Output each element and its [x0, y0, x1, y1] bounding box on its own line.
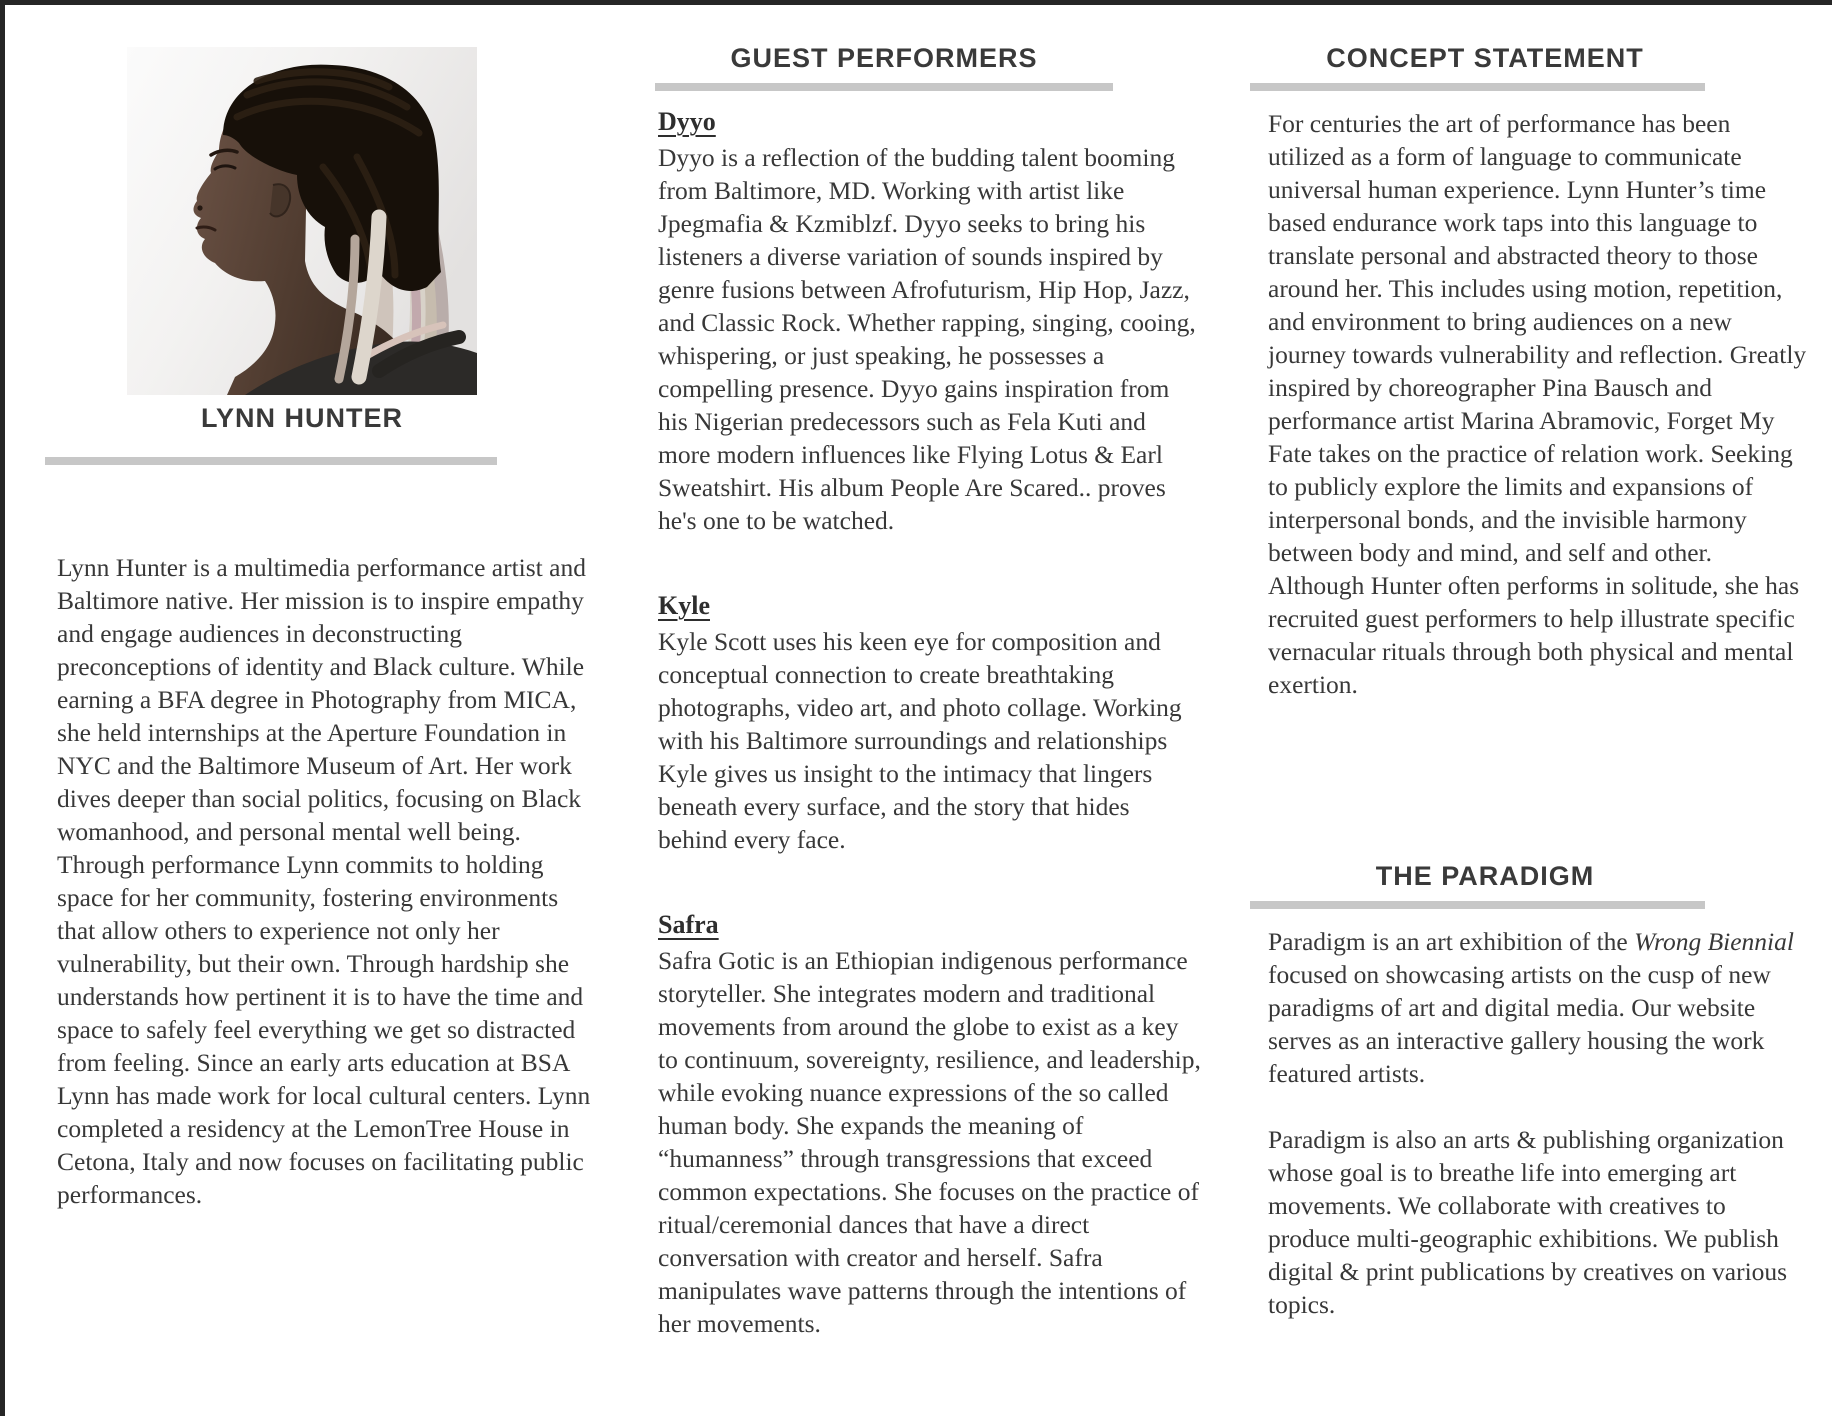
- concept-statement-divider: [1250, 83, 1705, 91]
- guest-performers-divider: [655, 83, 1113, 91]
- paradigm-paragraph-2: Paradigm is also an arts & publishing organization whose goal is to breathe life into emerging art movements. We collaborate with creatives to produce multi-geographic exhibitions. We publish digital & print publications by creatives on various topics.: [1268, 1125, 1788, 1319]
- paradigm-p1-italic: Wrong Biennial: [1634, 927, 1794, 956]
- paradigm-p1-text: Paradigm is an art exhibition of the: [1268, 927, 1635, 956]
- artist-photo: [127, 47, 477, 395]
- performer-bio: Dyyo is a reflection of the budding talent booming from Baltimore, MD. Working with artist like Jpegmafia & Kzmiblzf. Dyyo seeks to bring his listeners a diverse variation of sounds inspired by genre fusions between Afrofuturism, Hip Hop, Jazz, and Classic Rock. Whether rapping, singing, cooing, whispering, or just speaking, he possesses a compelling presence. Dyyo gains inspiration from his Nigerian predecessors such as Fela Kuti and more modern influences like Flying Lotus & Earl Sweatshirt. His album People Are Scared.. proves he's one to be watched.: [658, 143, 1196, 535]
- performer-section-dyyo: [658, 105, 1203, 537]
- artist-divider: [45, 457, 497, 465]
- performer-name: Safra: [658, 910, 719, 939]
- performer-bio: Kyle Scott uses his keen eye for composition and conceptual connection to create breathtaking photographs, video art, and photo collage. Working with his Baltimore surroundings and relationships Kyle gives us insight to the intimacy that lingers beneath every surface, and the story that hides behind every face.: [658, 627, 1182, 854]
- artist-photo-illustration: [127, 47, 477, 395]
- paradigm-divider: [1250, 901, 1705, 909]
- paradigm-heading: THE PARADIGM: [1375, 861, 1595, 891]
- concept-statement-heading: CONCEPT STATEMENT: [1326, 43, 1644, 73]
- performer-bio: Safra Gotic is an Ethiopian indigenous performance storyteller. She integrates modern and traditional movements from around the globe to exist as a key to continuum, sovereignty, resilience, and leadership, while evoking nuance expressions of the so called human body. She expands the meaning of “humanness” through transgressions that exceed common expectations. She focuses on the practice of ritual/ceremonial dances that have a direct conversation with creator and herself. Safra manipulates wave patterns through the intentions of her movements.: [658, 946, 1201, 1338]
- performer-name: Dyyo: [658, 107, 716, 136]
- paradigm-p1-text-after: focused on showcasing artists on the cusp of new paradigms of art and digital media. Our website serves as an interactive gallery housing the work featured artists.: [1268, 960, 1771, 1088]
- performer-name: Kyle: [658, 591, 710, 620]
- guest-performers-list: [658, 105, 1203, 1340]
- performer-section-kyle: [658, 589, 1203, 856]
- paradigm-body: [1268, 925, 1808, 1321]
- paradigm-paragraph-1: [1268, 925, 1808, 1090]
- guest-performers-heading: GUEST PERFORMERS: [730, 43, 1038, 73]
- artist-name: LYNN HUNTER: [200, 403, 404, 433]
- artist-bio: Lynn Hunter is a multimedia performance artist and Baltimore native. Her mission is to inspire empathy and engage audiences in deconstructing preconceptions of identity and Black culture. While earning a BFA degree in Photography from MICA, she held internships at the Aperture Foundation in NYC and the Baltimore Museum of Art. Her work dives deeper than social politics, focusing on Black womanhood, and personal mental well being. Through performance Lynn commits to holding space for her community, fostering environments that allow others to experience not only her vulnerability, but their own. Through hardship she understands how pertinent it is to have the time and space to safely feel everything we get so distracted from feeling. Since an early arts education at BSA Lynn has made work for local cultural centers. Lynn completed a residency at the LemonTree House in Cetona, Italy and now focuses on facilitating public performances.: [57, 553, 591, 1209]
- performer-section-safra: [658, 908, 1203, 1340]
- concept-statement-body: For centuries the art of performance has been utilized as a form of language to communicate universal human experience. Lynn Hunter’s time based endurance work taps into this language to translate personal and abstracted theory to those around her. This includes using motion, repetition, and environment to bring audiences on a new journey towards vulnerability and reflection. Greatly inspired by choreographer Pina Bausch and performance artist Marina Abramovic, Forget My Fate takes on the practice of relation work. Seeking to publicly explore the limits and expansions of interpersonal bonds, and the invisible harmony between body and mind, and self and other. Although Hunter often performs in solitude, she has recruited guest performers to help illustrate specific vernacular rituals through both physical and mental exertion.: [1268, 109, 1807, 699]
